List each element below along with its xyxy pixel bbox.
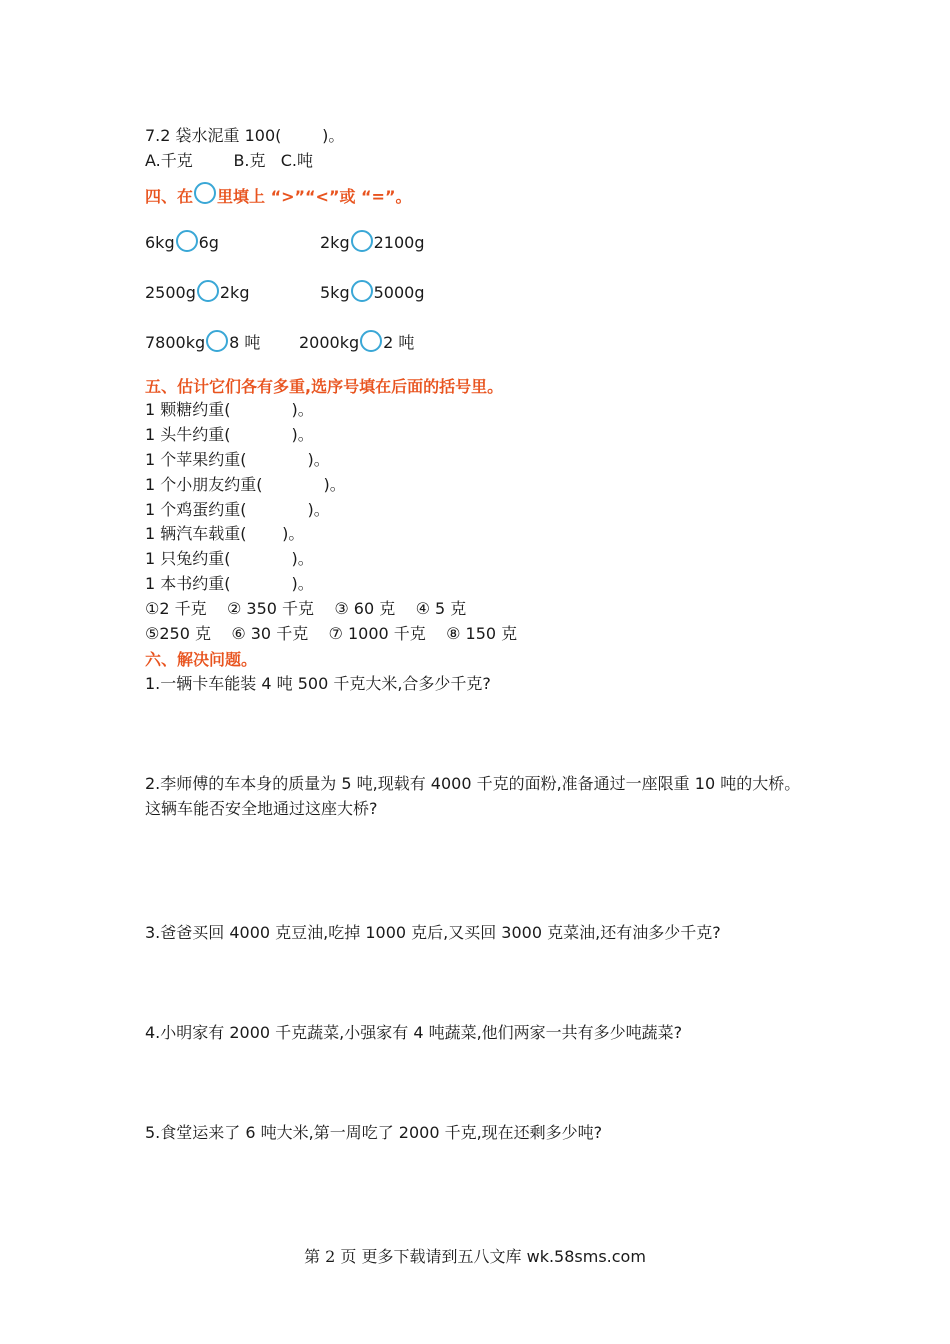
estimate-item: 1 头牛约重( )。 xyxy=(145,425,314,444)
compare-item xyxy=(145,330,260,353)
footer-text: 第 2 页 更多下载请到五八文库 xyxy=(304,1247,527,1266)
compare-left: 5kg xyxy=(320,283,350,302)
compare-right: 8 吨 xyxy=(229,333,261,352)
footer-site-link[interactable]: wk.58sms.com xyxy=(526,1247,646,1266)
section4-title xyxy=(145,182,411,207)
section4-title-pre: 四、在 xyxy=(145,187,194,206)
problem-4: 4.小明家有 2000 千克蔬菜,小强家有 4 吨蔬菜,他们两家一共有多少吨蔬菜? xyxy=(145,1023,683,1042)
compare-circle[interactable] xyxy=(351,280,373,302)
problem-2-line2: 这辆车能否安全地通过这座大桥? xyxy=(145,799,378,818)
compare-item xyxy=(145,280,249,302)
compare-right: 2 吨 xyxy=(383,333,415,352)
page-footer xyxy=(0,1244,950,1267)
estimate-item: 1 辆汽车载重( )。 xyxy=(145,524,305,543)
estimate-item: 1 个苹果约重( )。 xyxy=(145,450,330,469)
section4-title-post: 里填上 “>”“<”或 “=”。 xyxy=(217,187,412,206)
compare-item xyxy=(320,280,424,302)
estimate-options-row1: ①2 千克 ② 350 千克 ③ 60 克 ④ 5 克 xyxy=(145,599,467,618)
compare-item xyxy=(145,230,219,252)
compare-circle[interactable] xyxy=(176,230,198,252)
compare-circle[interactable] xyxy=(351,230,373,252)
estimate-item: 1 个鸡蛋约重( )。 xyxy=(145,500,330,519)
estimate-item: 1 个小朋友约重( )。 xyxy=(145,475,346,494)
compare-right: 5000g xyxy=(373,283,425,302)
estimate-item: 1 本书约重( )。 xyxy=(145,574,314,593)
section6-title: 六、解决问题。 xyxy=(145,650,258,669)
compare-circle[interactable] xyxy=(360,330,382,352)
compare-circle[interactable] xyxy=(206,330,228,352)
q7-options: A.千克 B.克 C.吨 xyxy=(145,151,314,170)
compare-right: 2100g xyxy=(373,233,425,252)
compare-item xyxy=(320,230,424,252)
estimate-item: 1 颗糖约重( )。 xyxy=(145,400,314,419)
compare-left: 6kg xyxy=(145,233,175,252)
problem-5: 5.食堂运来了 6 吨大米,第一周吃了 2000 千克,现在还剩多少吨? xyxy=(145,1123,603,1142)
problem-2-line1: 2.李师傅的车本身的质量为 5 吨,现载有 4000 千克的面粉,准备通过一座限重 10 吨的大桥。 xyxy=(145,774,801,793)
estimate-options-row2: ⑤250 克 ⑥ 30 千克 ⑦ 1000 千克 ⑧ 150 克 xyxy=(145,624,518,643)
compare-left: 2kg xyxy=(320,233,350,252)
compare-right: 2kg xyxy=(219,283,250,302)
compare-right: 6g xyxy=(198,233,219,252)
estimate-item: 1 只兔约重( )。 xyxy=(145,549,314,568)
circle-icon xyxy=(194,182,216,204)
compare-left: 2000kg xyxy=(299,333,360,352)
compare-left: 2500g xyxy=(145,283,196,302)
q7-question: 7.2 袋水泥重 100( )。 xyxy=(145,126,345,145)
compare-circle[interactable] xyxy=(197,280,219,302)
compare-item xyxy=(299,330,414,353)
problem-1: 1.一辆卡车能装 4 吨 500 千克大米,合多少千克? xyxy=(145,674,491,693)
section5-title: 五、估计它们各有多重,选序号填在后面的括号里。 xyxy=(145,377,504,396)
problem-3: 3.爸爸买回 4000 克豆油,吃掉 1000 克后,又买回 3000 克菜油,还有油多少千克? xyxy=(145,923,721,942)
compare-left: 7800kg xyxy=(145,333,206,352)
